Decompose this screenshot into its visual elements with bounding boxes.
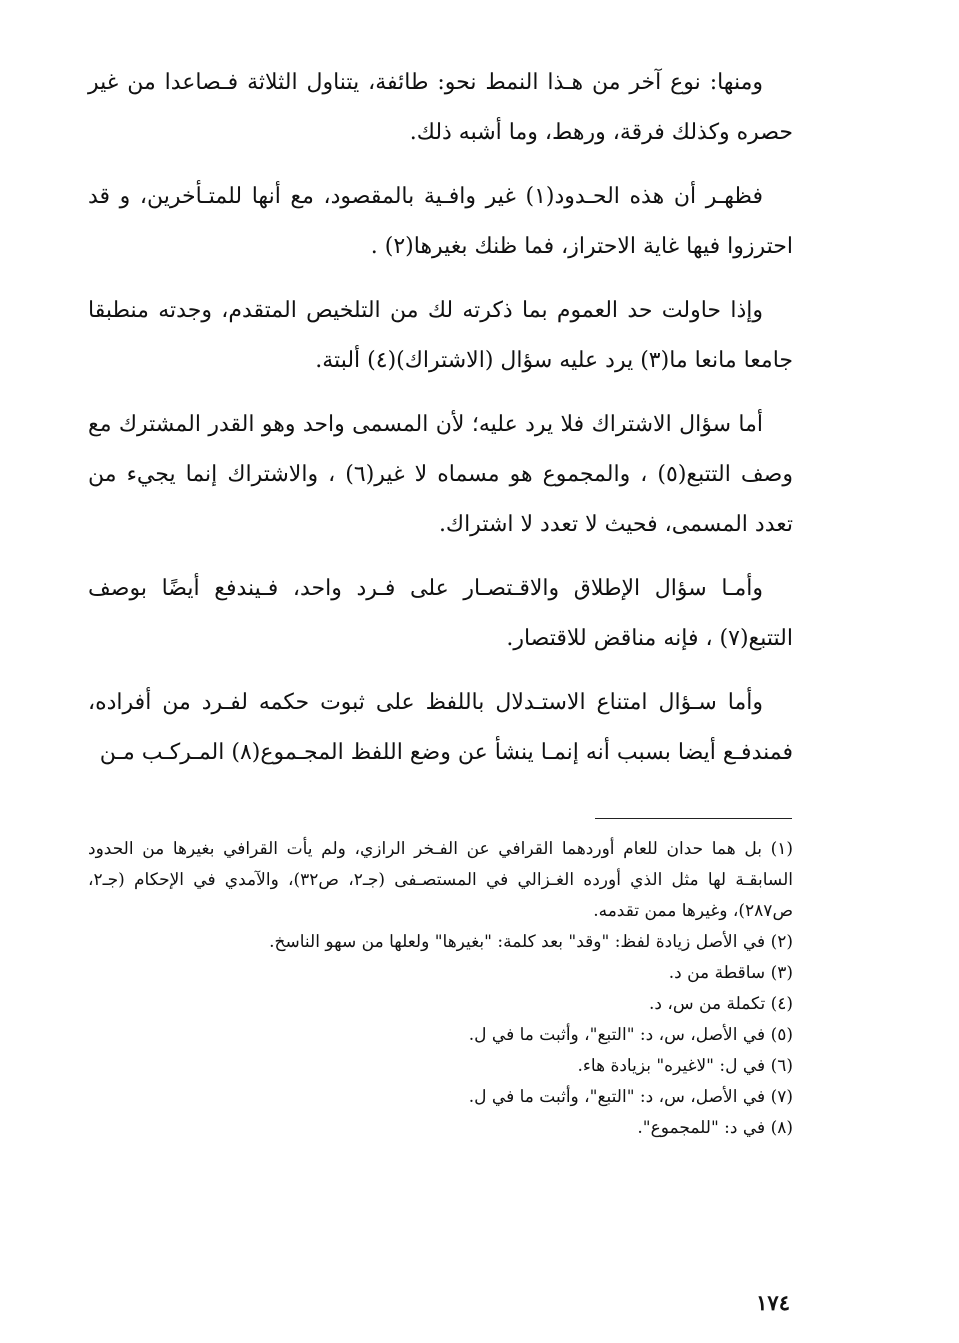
main-text	[88, 58, 793, 792]
footnote: (٣) ساقطة من د.	[668, 963, 793, 983]
footnote: (٥) في الأصل، س، د: "التبع"، وأثبت ما في ل.	[468, 1025, 793, 1045]
paragraph: وأما سـؤال امتناع الاستـدلال باللفظ على ثبوت حكمه لفـرد من أفراده، فمندفـع أيضا بسبب أنه إنمـا ينشأ عن وضع اللفظ المجـموع(٨) المـركـب مـن	[88, 690, 793, 765]
paragraph: ومنها: نوع آخر من هـذا النمط نحو: طائفة، يتناول الثلاثة فـصاعدا من غير حصره وكذلك فرقة، ورهط، وما أشبه ذلك.	[88, 70, 793, 145]
footnote-divider	[595, 818, 792, 819]
paragraph: فظهـر أن هذه الحـدود(١) غير وافـية بالمقصود، مع أنها للمتـأخرين، و قد احترزوا فيها غاية الاحتراز، فما ظنك بغيرها(٢) .	[88, 184, 793, 259]
page-number: ١٧٤	[756, 1290, 790, 1315]
footnote: (٢) في الأصل زيادة لفظ: "وقد" بعد كلمة: "بغيرها" ولعلها من سهو الناسخ.	[269, 932, 793, 952]
footnote: (٤) تكملة من س، د.	[649, 994, 793, 1014]
paragraph: أما سؤال الاشتراك فلا يرد عليه؛ لأن المسمى واحد وهو القدر المشترك مع وصف التتبع(٥) ، والمجموع هو مسماه لا غير(٦) ، والاشتراك إنما يجيء من تعدد المسمى، فحيث لا تعدد لا اشتراك.	[88, 412, 793, 537]
paragraph: وأمـا سؤال الإطلاق والاقـتصـار على فـرد واحد، فـيندفع أيضًا بوصف التتبع(٧) ، فإنه مناقض للاقتصار.	[88, 576, 793, 651]
footnote: (١) بل هما حدان للعام أوردهما القرافي عن الفـخر الرازي، ولم يأت القرافي بغيرها من الحدود السابقـة لها مثل الذي أورده الغـزالي في المستصـفى (جـ٢، ص٣٢)، والآمدي في الإحكام (جـ٢، ص٢٨٧)، وغيرها ممن تقدمه.	[88, 839, 793, 921]
footnote: (٦) في ل: "لاغيره" بزيادة هاء.	[577, 1056, 793, 1076]
paragraph: وإذا حاولت حد العموم بما ذكرته لك من التلخيص المتقدم، وجدته منطبقا جامعا مانعا ما(٣) يرد عليه سؤال (الاشتراك)(٤) ألبتة.	[88, 298, 793, 373]
footnote: (٧) في الأصل، س، د: "التبع"، وأثبت ما في ل.	[468, 1087, 793, 1107]
footnotes	[88, 834, 793, 1144]
footnote: (٨) في د: "للمجموع".	[637, 1118, 793, 1138]
